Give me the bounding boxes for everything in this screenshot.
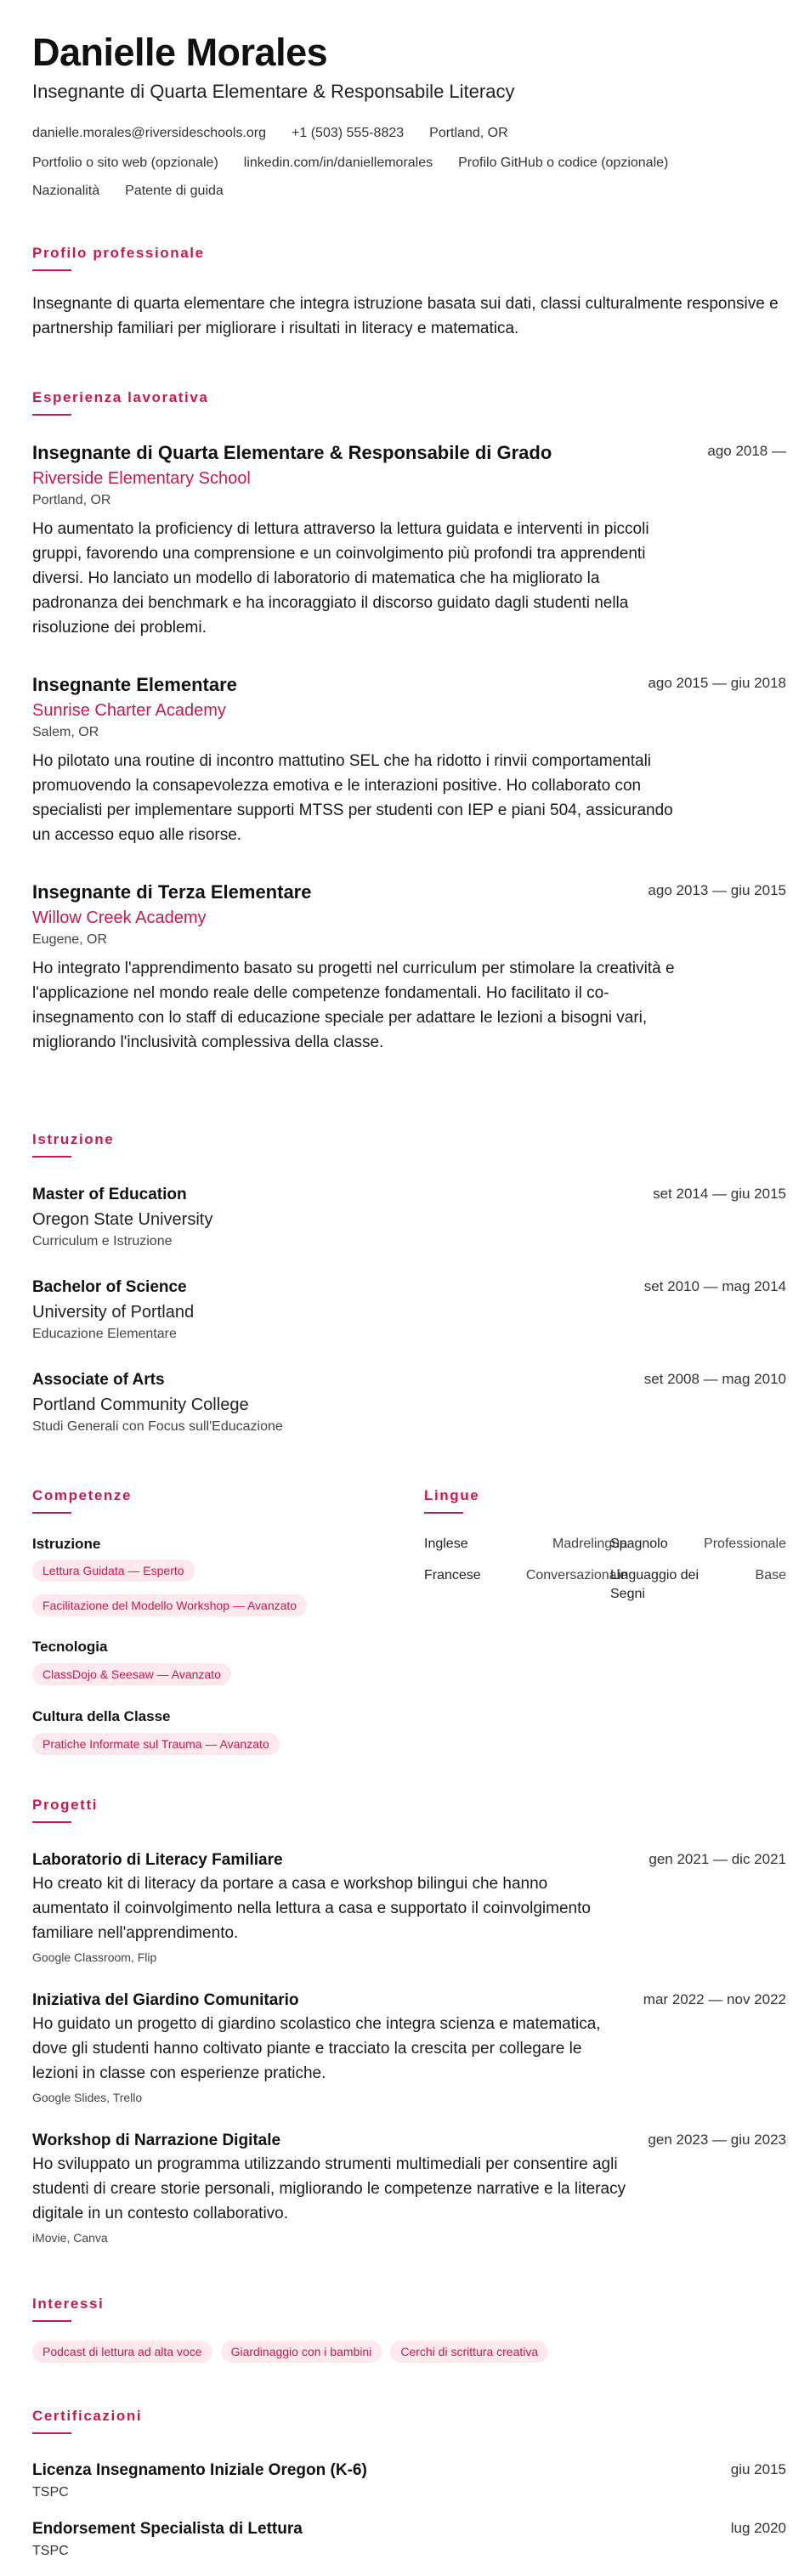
interest-tag: Podcast di lettura ad alta voce — [32, 2341, 212, 2363]
experience-title: Insegnante di Quarta Elementare & Responsabile di Grado — [32, 442, 552, 463]
section-title-certifications: Certificazioni — [32, 2408, 143, 2424]
section-title-projects: Progetti — [32, 1797, 99, 1813]
education-item — [32, 1277, 786, 1344]
project-dates: mar 2022 — nov 2022 — [643, 1991, 786, 2007]
interest-tag: Giardinaggio con i bambini — [221, 2341, 382, 2363]
email-link[interactable]: danielle.morales@riversideschools.org — [32, 126, 267, 140]
project-description: Ho guidato un progetto di giardino scolastico che integra scienza e matematica, dove gli studenti hanno coltivato piante e tracciato la crescita per collegare le lezioni in classe con esperienze pratiche. — [32, 2015, 601, 2082]
language-level: Conversazionale — [525, 1568, 627, 1582]
experience-item — [32, 441, 786, 640]
interest-tag: Cerchi di scrittura creativa — [390, 2341, 548, 2363]
project-description: Ho sviluppato un programma utilizzando strumenti multimediali per consentire agli studenti di creare storie personali, migliorando le competenze narrative e la literacy digitale in un contesto collaborativo. — [32, 2155, 626, 2222]
certification-issuer: TSPC — [32, 2485, 69, 2500]
project-item — [32, 1990, 786, 2106]
candidate-name: Danielle Morales — [32, 31, 328, 74]
experience-title: Insegnante Elementare — [32, 674, 237, 695]
education-degree: Master of Education — [32, 1186, 187, 1203]
education-field: Curriculum e Istruzione — [32, 1234, 173, 1248]
contact-row-1 — [32, 124, 534, 143]
project-description: Ho creato kit di literacy da portare a casa e workshop bilingui che hanno aumentato il coinvolgimento nella lettura a casa e supportato il coinvolgimento familiare nell'apprendimento. — [32, 1875, 591, 1942]
certification-item — [32, 2518, 786, 2561]
experience-description: Ho aumentato la proficiency di lettura attraverso la lettura guidata e interventi in piccoli gruppi, favorendo una comprensione e un coinvolgimento più profondi tra apprendenti diversi. Ho lanciato un modello di laboratorio di matematica che ha migliorato la padronanza dei benchmark e ha incoraggiato il discorso guidato dagli studenti nella risoluzione dei problemi. — [32, 520, 649, 637]
language-name: Spagnolo — [610, 1537, 668, 1551]
skill-category: Tecnologia — [32, 1639, 108, 1655]
language-level: Base — [755, 1568, 786, 1582]
section-rule — [424, 1512, 463, 1514]
skill-tag: Facilitazione del Modello Workshop — Avanzato — [32, 1594, 307, 1616]
skill-tag: Pratiche Informate sul Trauma — Avanzato — [32, 1733, 280, 1755]
certification-date: giu 2015 — [730, 2461, 786, 2477]
experience-location: Salem, OR — [32, 725, 99, 739]
certification-item — [32, 2460, 786, 2502]
section-rule — [32, 2432, 71, 2434]
education-field: Studi Generali con Focus sull'Educazione — [32, 1419, 283, 1434]
education-dates: set 2010 — mag 2014 — [643, 1278, 786, 1294]
education-item — [32, 1369, 786, 1436]
experience-company: Willow Creek Academy — [32, 909, 207, 927]
certification-issuer: TSPC — [32, 2544, 69, 2558]
education-dates: set 2008 — mag 2010 — [643, 1371, 786, 1387]
github-link[interactable]: Profilo GitHub o codice (opzionale) — [458, 156, 669, 170]
section-title-interests: Interessi — [32, 2296, 105, 2312]
section-title-profile: Profilo professionale — [32, 245, 205, 261]
education-degree: Associate of Arts — [32, 1371, 165, 1389]
experience-company: Sunrise Charter Academy — [32, 701, 226, 720]
education-dates: set 2014 — giu 2015 — [653, 1186, 786, 1202]
project-item — [32, 1849, 786, 1966]
education-school: Portland Community College — [32, 1396, 249, 1414]
certification-date: lug 2020 — [730, 2520, 786, 2536]
linkedin-link[interactable]: linkedin.com/in/daniellemorales — [243, 156, 433, 170]
section-rule — [32, 269, 71, 271]
skill-tag: ClassDojo & Seesaw — Avanzato — [32, 1663, 231, 1685]
skill-category: Cultura della Classe — [32, 1708, 171, 1724]
candidate-headline: Insegnante di Quarta Elementare & Responsabile Literacy — [32, 81, 515, 102]
experience-title: Insegnante di Terza Elementare — [32, 881, 312, 903]
experience-dates: ago 2018 — — [707, 443, 786, 459]
project-dates: gen 2023 — giu 2023 — [648, 2132, 786, 2148]
experience-location: Portland, OR — [32, 493, 111, 507]
education-school: Oregon State University — [32, 1210, 213, 1229]
contact-row-3 — [32, 182, 249, 201]
experience-description: Ho pilotato una routine di incontro mattutino SEL che ha ridotto i rinvii comportamentali promuovendo la consapevolezza emotiva e le interazioni positive. Ho collaborato con specialisti per implementare supporti MTSS per studenti con IEP e piani 504, assicurando un accesso equo alle risorse. — [32, 752, 673, 844]
contact-row-2 — [32, 154, 694, 173]
project-title: Workshop di Narrazione Digitale — [32, 2132, 281, 2149]
section-title-languages: Lingue — [424, 1487, 480, 1503]
section-rule — [32, 1821, 71, 1823]
section-rule — [32, 414, 71, 416]
certification-name: Licenza Insegnamento Iniziale Oregon (K-6) — [32, 2461, 367, 2479]
nationality-text: Nazionalità — [32, 184, 100, 198]
experience-description: Ho integrato l'apprendimento basato su progetti nel curriculum per stimolare la creatività e l'applicazione nel mondo reale delle competenze fondamentali. Ho facilitato il co-insegnamento con lo staff di educazione speciale per adattare le lezioni a bisogni vari, migliorando l'inclusività complessiva della classe. — [32, 960, 675, 1051]
section-rule — [32, 2320, 71, 2322]
section-title-education: Istruzione — [32, 1131, 115, 1147]
certification-name: Endorsement Specialista di Lettura — [32, 2520, 303, 2538]
experience-company: Riverside Elementary School — [32, 469, 251, 488]
section-title-skills: Competenze — [32, 1487, 133, 1503]
section-title-experience: Esperienza lavorativa — [32, 389, 209, 405]
project-title: Laboratorio di Literacy Familiare — [32, 1851, 283, 1869]
skill-tag: Lettura Guidata — Esperto — [32, 1560, 195, 1582]
experience-item — [32, 673, 786, 847]
project-tools: iMovie, Canva — [32, 2231, 108, 2245]
language-name: Inglese — [424, 1537, 468, 1551]
project-tools: Google Slides, Trello — [32, 2091, 143, 2104]
language-name: Linguaggio dei Segni — [610, 1568, 700, 1601]
experience-location: Eugene, OR — [32, 932, 108, 947]
education-item — [32, 1184, 786, 1251]
section-rule — [32, 1512, 71, 1514]
education-field: Educazione Elementare — [32, 1327, 177, 1341]
section-rule — [32, 1156, 71, 1158]
language-level: Madrelingua — [552, 1537, 627, 1551]
experience-item — [32, 880, 786, 1055]
phone-link[interactable]: +1 (503) 555-8823 — [292, 126, 405, 140]
language-level: Professionale — [704, 1537, 786, 1551]
language-name: Francese — [424, 1568, 481, 1582]
experience-dates: ago 2015 — giu 2018 — [648, 675, 786, 691]
project-item — [32, 2130, 786, 2246]
experience-dates: ago 2013 — giu 2015 — [648, 882, 786, 898]
project-dates: gen 2021 — dic 2021 — [649, 1851, 786, 1867]
license-text: Patente di guida — [125, 184, 224, 198]
skill-category: Istruzione — [32, 1536, 101, 1552]
project-title: Iniziativa del Giardino Comunitario — [32, 1991, 299, 2009]
education-school: University of Portland — [32, 1303, 195, 1322]
location-text: Portland, OR — [429, 126, 508, 140]
website-link[interactable]: Portfolio o sito web (opzionale) — [32, 156, 218, 170]
interests-list — [32, 2341, 548, 2363]
profile-summary: Insegnante di quarta elementare che integra istruzione basata sui dati, classi culturalmente responsive e partnership familiari per migliorare i risultati in literacy e matematica. — [32, 295, 779, 337]
education-degree: Bachelor of Science — [32, 1278, 187, 1296]
project-tools: Google Classroom, Flip — [32, 1950, 157, 1964]
